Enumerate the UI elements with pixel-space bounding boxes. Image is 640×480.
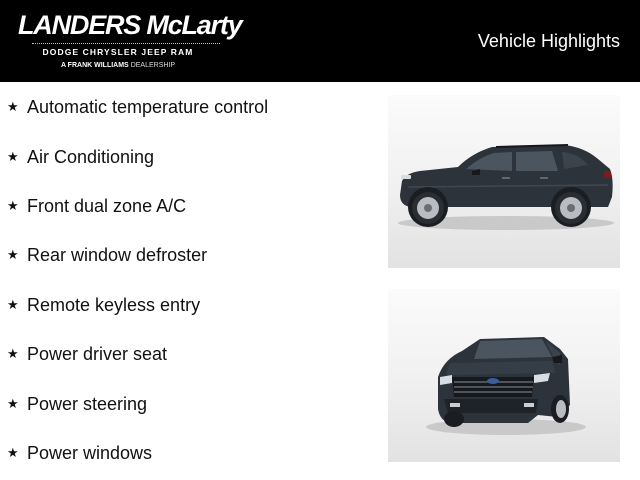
vehicle-photo-front[interactable]: [388, 289, 620, 462]
feature-label: Automatic temperature control: [27, 96, 269, 117]
feature-label: Power driver seat: [27, 343, 168, 364]
star-icon: ★: [7, 247, 19, 262]
list-item: [7, 95, 268, 119]
feature-label: Remote keyless entry: [27, 294, 201, 315]
feature-label: Front dual zone A/C: [27, 195, 187, 216]
star-icon: ★: [7, 396, 19, 411]
logo-tagline-prefix: A FRANK WILLIAMS: [60, 62, 129, 69]
list-item: [7, 243, 207, 267]
feature-label: Power steering: [27, 393, 148, 414]
list-item: [7, 441, 152, 465]
page-header: [0, 0, 640, 82]
feature-label: Power windows: [27, 442, 153, 463]
page-title: Vehicle Highlights: [477, 31, 620, 51]
star-icon: ★: [7, 198, 19, 213]
list-item: [7, 342, 167, 366]
suv-side-icon: [388, 95, 620, 268]
logo-tagline: [16, 62, 220, 69]
list-item: [7, 392, 147, 416]
star-icon: ★: [7, 149, 19, 164]
feature-list: [0, 82, 380, 480]
dealer-logo[interactable]: [16, 10, 242, 74]
logo-brands-text: DODGE CHRYSLER JEEP RAM: [42, 47, 194, 57]
list-item: [7, 293, 200, 317]
vehicle-photo-side[interactable]: [388, 95, 620, 268]
star-icon: ★: [7, 99, 19, 114]
suv-front-icon: [388, 289, 620, 462]
list-item: [7, 145, 154, 169]
feature-label: Air Conditioning: [27, 146, 155, 167]
logo-main-text: LANDERS McLarty: [18, 10, 242, 40]
star-icon: ★: [7, 445, 19, 460]
logo-tagline-suffix: DEALERSHIP: [130, 62, 176, 69]
list-item: [7, 194, 186, 218]
star-icon: ★: [7, 346, 19, 361]
star-icon: ★: [7, 297, 19, 312]
feature-label: Rear window defroster: [27, 244, 208, 265]
logo-divider: [32, 43, 220, 44]
